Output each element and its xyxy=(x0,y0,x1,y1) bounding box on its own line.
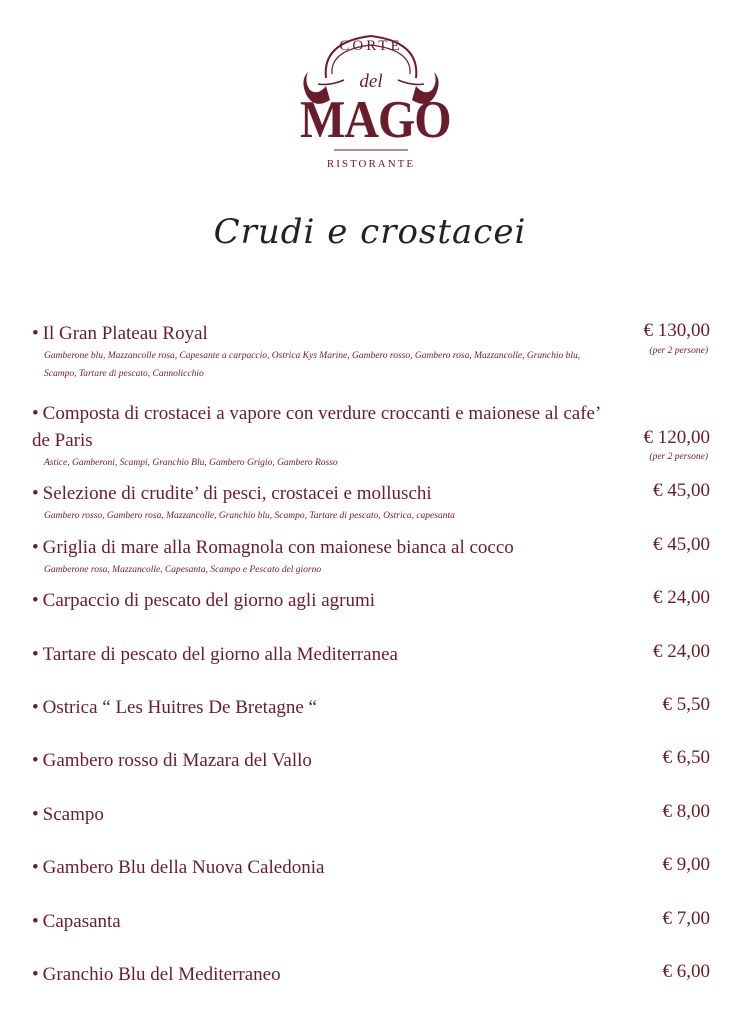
menu-item-name: • Capasanta xyxy=(32,911,121,932)
menu-item-name: • Ostrica “ Les Huitres De Bretagne “ xyxy=(32,697,317,718)
menu-item-name: • Griglia di mare alla Romagnola con maionese bianca al cocco xyxy=(32,537,514,558)
menu-item-price: € 45,00 xyxy=(653,480,710,501)
bullet-icon: • xyxy=(32,537,39,558)
menu-item-description: Gamberone blu, Mazzancolle rosa, Capesante a carpaccio, Ostrica Kys Marine, Gambero rosso, Gambero rosa, Mazzancolle, Granchio blu, Scampo, Tartare di pescato, Cannolicchio xyxy=(44,351,581,379)
menu-item xyxy=(32,587,712,614)
menu-item-price: € 9,00 xyxy=(662,854,710,875)
menu-item-name: • Il Gran Plateau Royal xyxy=(32,323,208,344)
bullet-icon: • xyxy=(32,483,39,504)
menu-item-price: € 7,00 xyxy=(662,908,710,929)
menu-item xyxy=(32,694,712,721)
bullet-icon: • xyxy=(32,804,39,825)
bullet-icon: • xyxy=(32,964,39,985)
menu-item-name: • Scampo xyxy=(32,804,104,825)
logo-mago-text: MAGO xyxy=(300,90,451,149)
bullet-icon: • xyxy=(32,697,39,718)
menu-item-price: € 130,00 xyxy=(643,320,710,341)
menu-item-name: • Granchio Blu del Mediterraneo xyxy=(32,964,281,985)
menu-item xyxy=(32,480,712,525)
menu-item-price: € 24,00 xyxy=(653,587,710,608)
section-title: Crudi e crostacei xyxy=(213,212,527,252)
menu-item xyxy=(32,747,712,774)
menu-item-description: Gamberone rosa, Mazzancolle, Capesanta, Scampo e Pescato del giorno xyxy=(44,565,322,575)
logo-corte-text: CORTE xyxy=(339,38,403,54)
logo-del-text: del xyxy=(359,71,383,92)
bullet-icon: • xyxy=(32,857,39,878)
menu-item-name: • Tartare di pescato del giorno alla Mediterranea xyxy=(32,644,398,665)
menu-item-price: € 120,00 xyxy=(643,427,710,448)
menu-item xyxy=(32,534,712,579)
menu-item-price: € 6,00 xyxy=(662,961,710,982)
bullet-icon: • xyxy=(32,590,39,611)
menu-item-price: € 6,50 xyxy=(662,747,710,768)
restaurant-logo xyxy=(300,22,451,178)
menu-item-price-note: (per 2 persone) xyxy=(649,452,708,462)
bullet-icon: • xyxy=(32,403,39,424)
menu-item-price: € 45,00 xyxy=(653,534,710,555)
menu-item-price: € 8,00 xyxy=(662,801,710,822)
bullet-icon: • xyxy=(32,644,39,665)
menu-item-name: • Selezione di crudite’ di pesci, crostacei e molluschi xyxy=(32,483,432,504)
bullet-icon: • xyxy=(32,750,39,771)
menu-item xyxy=(32,908,712,935)
bullet-icon: • xyxy=(32,323,39,344)
menu-item xyxy=(32,961,712,988)
logo-ristorante-text: RISTORANTE xyxy=(326,158,416,170)
menu-item-price-note: (per 2 persone) xyxy=(649,346,708,356)
menu-item-name: • Composta di crostacei a vapore con verdure croccanti e maionese al cafe’ de Paris xyxy=(32,403,600,451)
menu-item xyxy=(32,320,712,383)
menu-item-name: • Carpaccio di pescato del giorno agli agrumi xyxy=(32,590,376,611)
menu-item-description: Astice, Gamberoni, Scampi, Granchio Blu, Gambero Grigio, Gambero Rosso xyxy=(44,458,338,468)
menu-item-name: • Gambero Blu della Nuova Caledonia xyxy=(32,857,325,878)
menu-item-description: Gambero rosso, Gambero rosa, Mazzancolle, Granchio blu, Scampo, Tartare di pescato, Ostrica, capesanta xyxy=(44,511,455,521)
bullet-icon: • xyxy=(32,911,39,932)
menu-item xyxy=(32,854,712,881)
menu-item xyxy=(32,400,712,472)
menu-item xyxy=(32,641,712,668)
menu-item xyxy=(32,801,712,828)
menu-item-price: € 24,00 xyxy=(653,641,710,662)
menu-item-price: € 5,50 xyxy=(662,694,710,715)
menu-item-name: • Gambero rosso di Mazara del Vallo xyxy=(32,750,312,771)
